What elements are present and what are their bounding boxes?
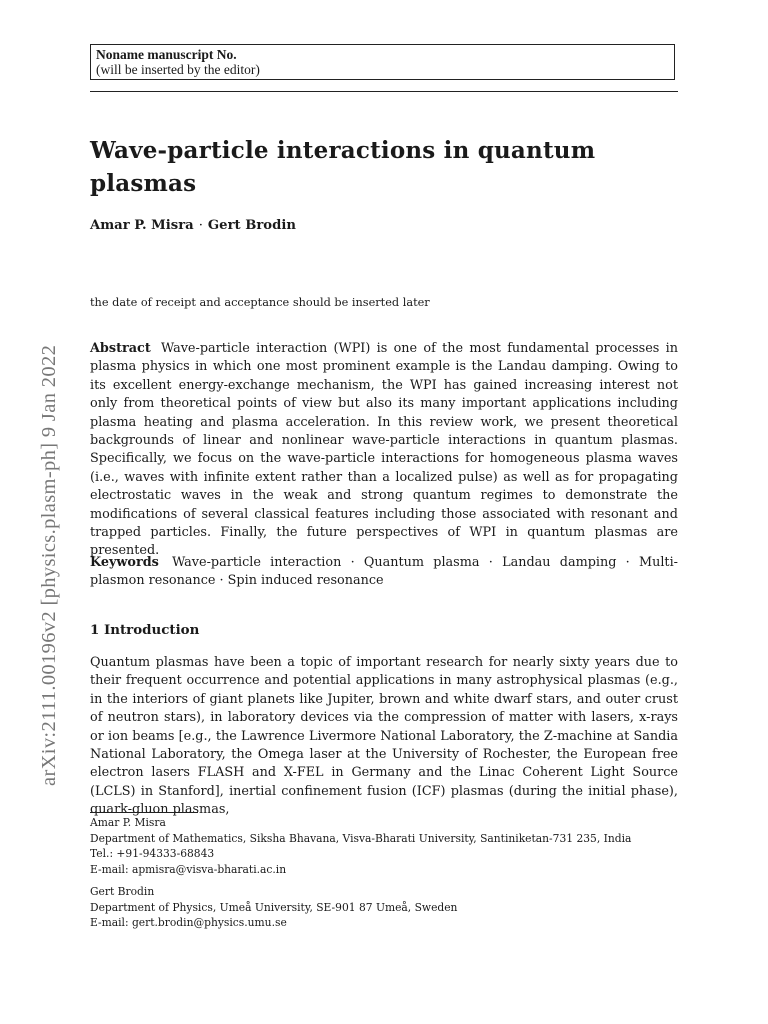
author-list: [90, 216, 296, 236]
author-name: Gert Brodin: [207, 218, 296, 233]
receipt-dates-line: the date of receipt and acceptance should be inserted later: [90, 296, 430, 309]
keywords-label: Keywords: [90, 555, 159, 570]
affiliation-block: [90, 815, 680, 877]
keywords-paragraph: [90, 554, 678, 591]
abstract-text: Wave-particle interaction (WPI) is one of the most fundamental processes in plasma physics in which one most prominent example is the Landau damping. Owing to its excellent energy-exchange mechanism, the WPI has gained increasing interest not only from theoretical points of view but also its many important applications including plasma heating and plasma acceleration. In this review work, we present theoretical backgrounds of linear and nonlinear wave-particle interactions in quantum plasmas. Specifically, we focus on the wave-particle interactions for homogeneous plasma waves (i.e., waves with infinite extent rather than a localized pulse) as well as for propagating electrostatic waves in the weak and strong quantum regimes to demonstrate the modifications of several classical features including those associated with resonant and trapped particles. Finally, the future perspectives of WPI in quantum plasmas are presented.: [90, 341, 678, 559]
introduction-paragraph: Quantum plasmas have been a topic of important research for nearly sixty years due to their frequent occurrence and potential applications in many astrophysical plasmas (e.g., in the interiors of giant planets like Jupiter, brown and white dwarf stars, and outer crust of neutron stars), in laboratory devices via the compression of matter with lasers, x-rays or ion beams [e.g., the Lawrence Livermore National Laboratory, the Z-machine at Sandia National Laboratory, the Omega laser at the University of Rochester, the European free electron lasers FLASH and X-FEL in Germany and the Linac Coherent Light Source (LCLS) in Stanford], inertial confinement fusion (ICF) plasmas (during the initial phase), quark-gluon plasmas,: [90, 655, 678, 818]
manuscript-number-title: Noname manuscript No.: [96, 47, 237, 62]
manuscript-number-box: [90, 44, 675, 80]
footnote-rule: [90, 812, 198, 813]
author-name: Amar P. Misra: [90, 218, 194, 233]
affiliation-department: Department of Physics, Umeå University, SE-901 87 Umeå, Sweden: [90, 900, 458, 914]
affiliation-email: E-mail: gert.brodin@physics.umu.se: [90, 916, 287, 930]
affiliation-department: Department of Mathematics, Siksha Bhavana, Visva-Bharati University, Santiniketan-731 235, India: [90, 831, 632, 845]
affiliation-block: [90, 884, 680, 931]
affiliation-telephone: Tel.: +91-94333-68843: [90, 847, 215, 861]
abstract-paragraph: [90, 340, 678, 561]
affiliation-name: Gert Brodin: [90, 885, 155, 898]
keywords-text: Wave-particle interaction · Quantum plasma · Landau damping · Multi-plasmon resonance · Spin induced resonance: [90, 555, 678, 589]
abstract-label: Abstract: [90, 341, 151, 356]
author-separator: ·: [198, 218, 203, 233]
manuscript-number-note: (will be inserted by the editor): [96, 62, 260, 77]
header-rule: [90, 91, 678, 92]
affiliation-email: E-mail: apmisra@visva-bharati.ac.in: [90, 862, 287, 876]
section-heading: 1 Introduction: [90, 622, 200, 638]
affiliation-name: Amar P. Misra: [90, 816, 166, 829]
arxiv-identifier-stamp: arXiv:2111.00196v2 [physics.plasm-ph] 9 Jan 2022: [38, 344, 60, 786]
paper-title: Wave-particle interactions in quantum plasmas: [90, 137, 596, 197]
